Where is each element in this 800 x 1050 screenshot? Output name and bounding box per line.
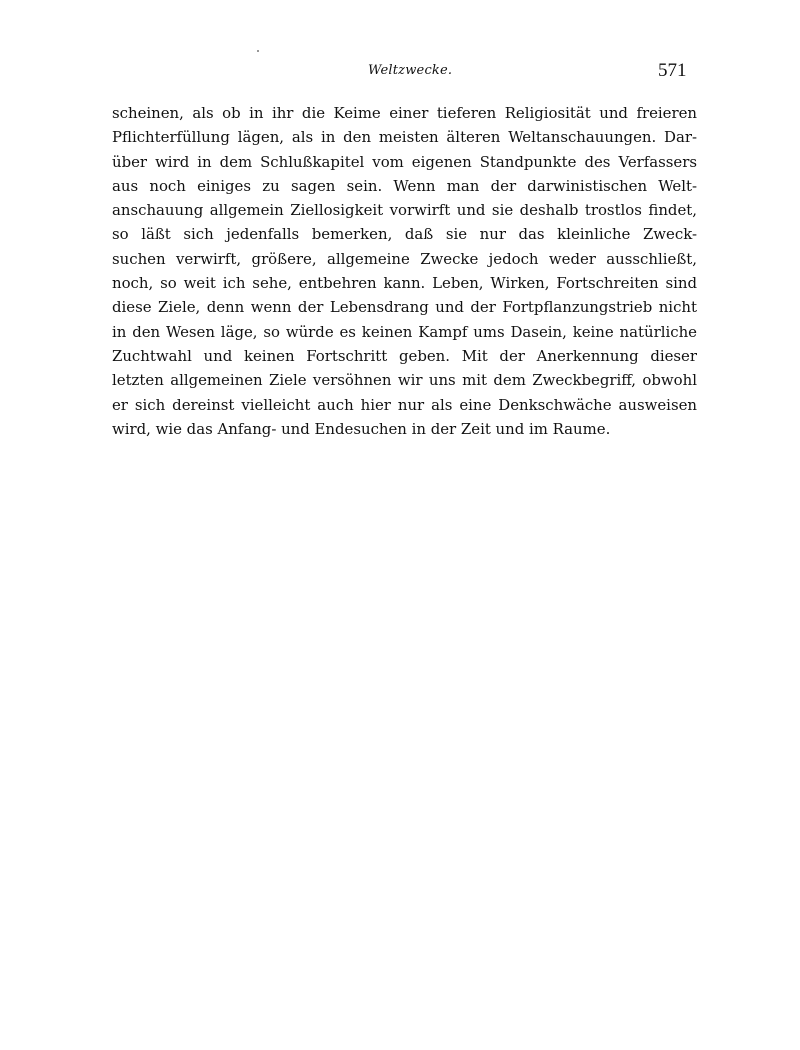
- text-line: anschauung allgemein Ziellosigkeit vorwirft und sie deshalb trostlos findet,: [112, 201, 697, 220]
- body-paragraph: [112, 101, 697, 441]
- text-line: Pflichterfüllung lägen, als in den meisten älteren Weltanschauungen. Dar-: [112, 128, 697, 147]
- text-line: wird, wie das Anfang- und Endesuchen in der Zeit und im Raume.: [112, 419, 611, 438]
- text-line: suchen verwirft, größere, allgemeine Zwecke jedoch weder ausschließt,: [112, 249, 697, 268]
- text-line: so läßt sich jedenfalls bemerken, daß sie nur das kleinliche Zweck-: [112, 225, 697, 244]
- text-line: diese Ziele, denn wenn der Lebensdrang und der Fortpflanzungstrieb nicht: [112, 298, 697, 317]
- text-line: scheinen, als ob in ihr die Keime einer tieferen Religiosität und freieren: [112, 104, 697, 122]
- text-line: in den Wesen läge, so würde es keinen Kampf ums Dasein, keine natürliche: [112, 322, 697, 341]
- text-line: über wird in dem Schlußkapitel vom eigenen Standpunkte des Verfassers: [112, 152, 697, 171]
- text-line: letzten allgemeinen Ziele versöhnen wir uns mit dem Zweckbegriff, obwohl: [112, 371, 697, 390]
- text-line: Zuchtwahl und keinen Fortschritt geben. Mit der Anerkennung dieser: [112, 346, 697, 365]
- text-line: aus noch einiges zu sagen sein. Wenn man der darwinistischen Welt-: [112, 176, 697, 195]
- page-number: 571: [658, 60, 687, 81]
- text-line: er sich dereinst vielleicht auch hier nur als eine Denkschwäche ausweisen: [112, 395, 697, 414]
- print-speck: [257, 50, 259, 52]
- running-title: Weltzwecke.: [368, 63, 453, 78]
- text-line: noch, so weit ich sehe, entbehren kann. Leben, Wirken, Fortschreiten sind: [112, 274, 697, 293]
